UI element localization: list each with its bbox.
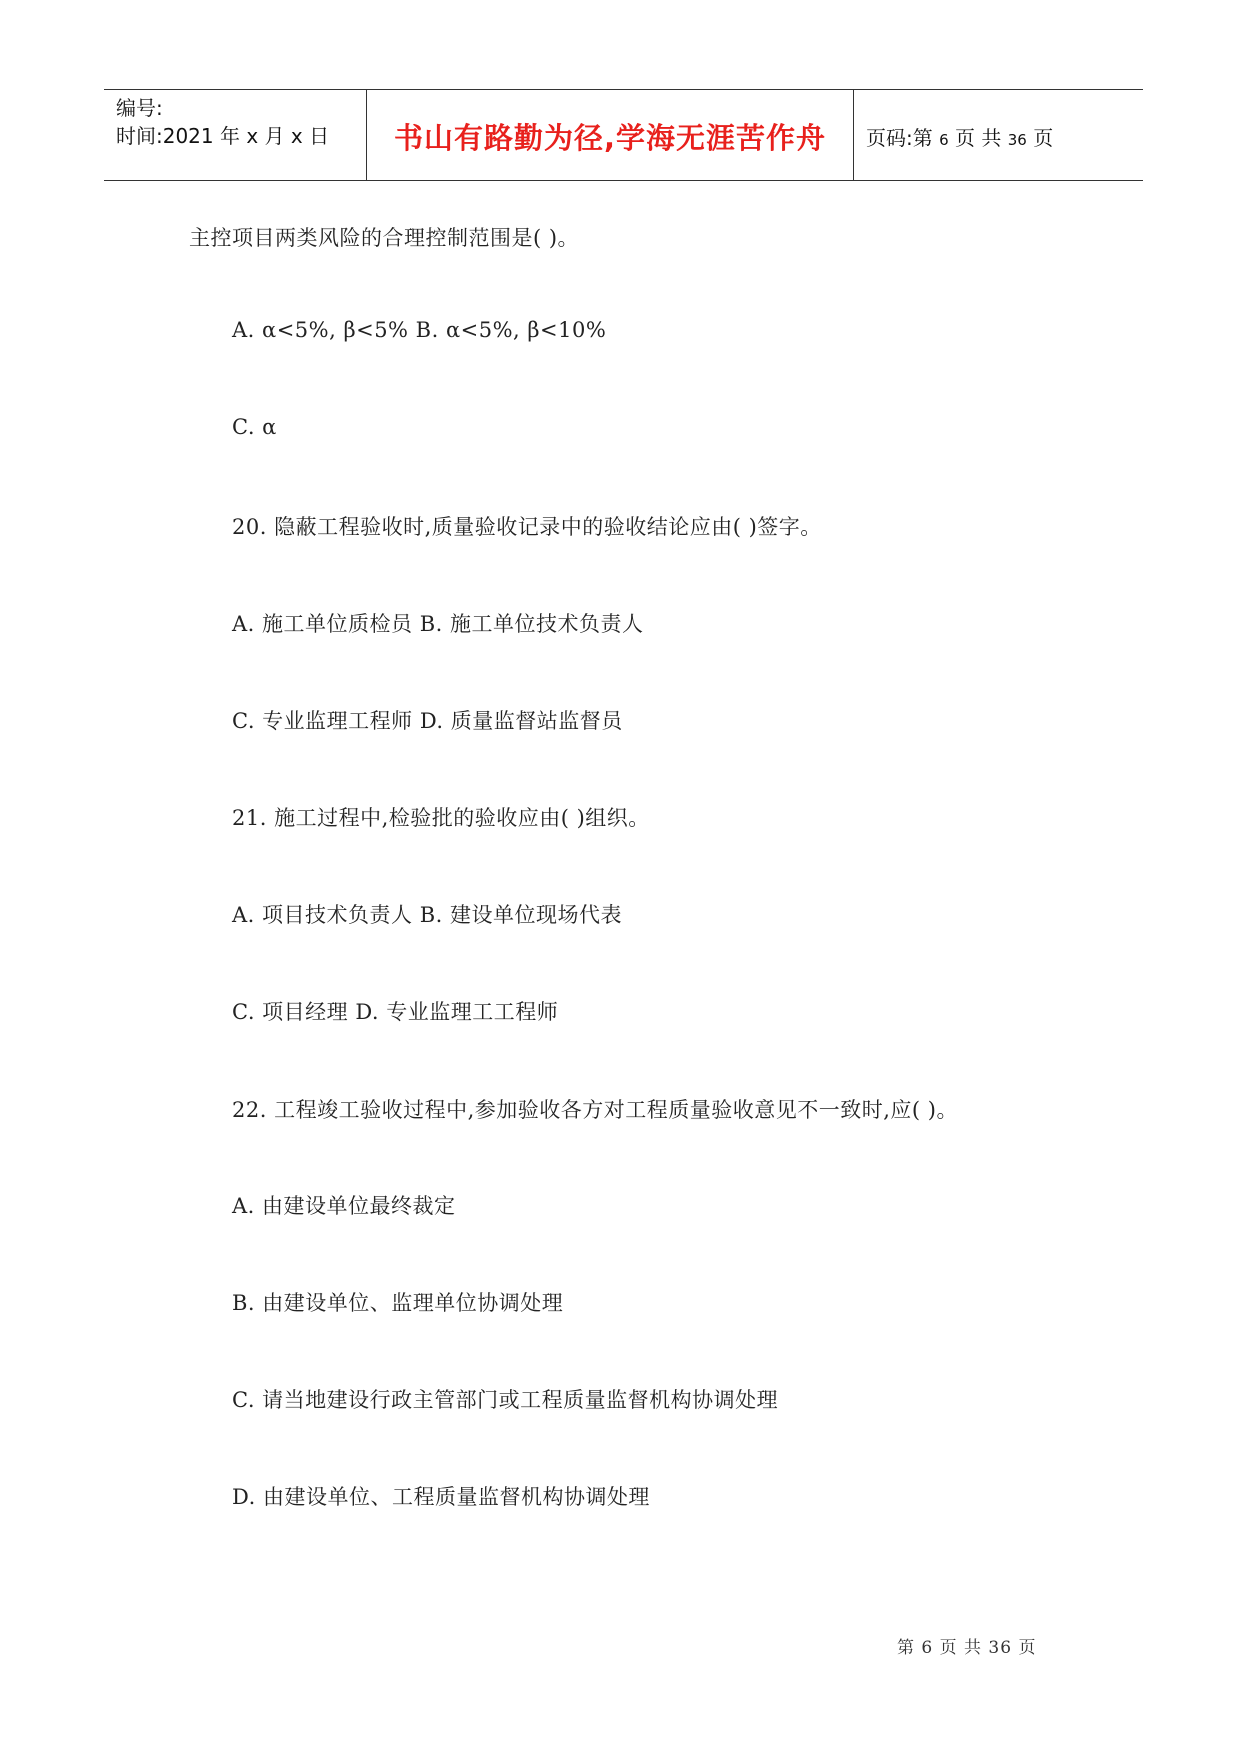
question-22-option-b: B. 由建设单位、监理单位协调处理 (232, 1291, 564, 1315)
header-motto-cell (367, 90, 854, 180)
document-number-label: 编号: (116, 96, 163, 120)
question-22-option-d: D. 由建设单位、工程质量监督机构协调处理 (232, 1485, 650, 1509)
question-20-stem: 20. 隐蔽工程验收时,质量验收记录中的验收结论应由( )签字。 (232, 515, 822, 539)
page-header (104, 89, 1143, 181)
header-page-cell (854, 90, 1143, 180)
header-motto: 书山有路勤为径,学海无涯苦作舟 (393, 121, 827, 155)
page-prefix: 页码:第 (866, 126, 933, 150)
header-meta-cell (104, 90, 367, 180)
document-time-label: 时间:2021 年 x 月 x 日 (116, 124, 330, 148)
page-mid: 页 共 (955, 126, 1002, 150)
question-22-option-c: C. 请当地建设行政主管部门或工程质量监督机构协调处理 (232, 1388, 779, 1412)
page-current-number: 6 (939, 131, 949, 149)
question-19-options-ab: A. α<5%, β<5% B. α<5%, β<10% (232, 318, 607, 342)
question-21-options-ab: A. 项目技术负责人 B. 建设单位现场代表 (232, 903, 622, 927)
page-footer-number: 第 6 页 共 36 页 (897, 1638, 1037, 1658)
question-19-option-c: C. α (232, 415, 277, 439)
question-21-stem: 21. 施工过程中,检验批的验收应由( )组织。 (232, 806, 650, 830)
page-total-number: 36 (1007, 131, 1027, 149)
question-22-option-a: A. 由建设单位最终裁定 (232, 1194, 456, 1218)
question-19-stem: 主控项目两类风险的合理控制范围是( )。 (189, 226, 580, 250)
header-page-info (866, 122, 1053, 151)
page-suffix: 页 (1033, 126, 1054, 150)
question-20-options-cd: C. 专业监理工程师 D. 质量监督站监督员 (232, 709, 623, 733)
question-20-options-ab: A. 施工单位质检员 B. 施工单位技术负责人 (232, 612, 644, 636)
question-21-options-cd: C. 项目经理 D. 专业监理工工程师 (232, 1000, 559, 1024)
question-22-stem: 22. 工程竣工验收过程中,参加验收各方对工程质量验收意见不一致时,应( )。 (232, 1098, 958, 1122)
